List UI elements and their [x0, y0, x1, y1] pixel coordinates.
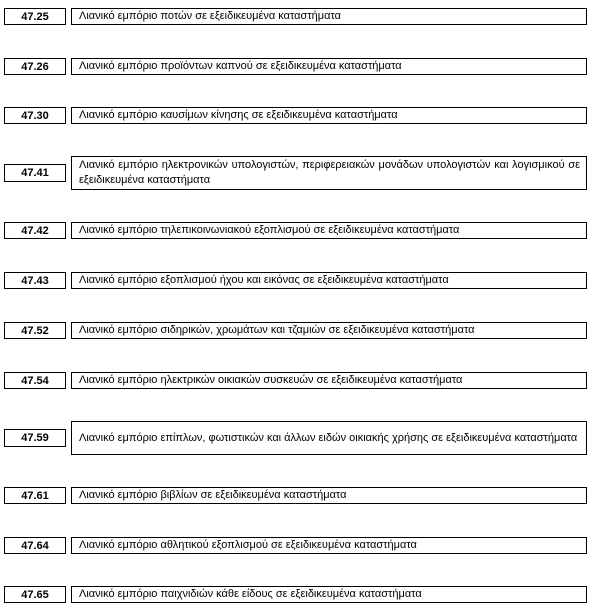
activity-description-text: Λιανικό εμπόριο σιδηρικών, χρωμάτων και τζαμιών σε εξειδικευμένα καταστήματα: [79, 324, 475, 336]
list-item: [4, 372, 587, 389]
activity-description-text: Λιανικό εμπόριο τηλεπικοινωνιακού εξοπλισμού σε εξειδικευμένα καταστήματα: [79, 224, 460, 236]
activity-code: 47.65: [4, 586, 66, 603]
activity-code: 47.41: [4, 164, 66, 182]
list-item: [4, 8, 587, 25]
activity-description: [71, 8, 587, 25]
activity-description: [71, 586, 587, 603]
list-item: [4, 537, 587, 554]
activity-code: 47.59: [4, 429, 66, 447]
activity-code: 47.43: [4, 272, 66, 289]
activity-description-text: Λιανικό εμπόριο ηλεκτρικών οικιακών συσκευών σε εξειδικευμένα καταστήματα: [79, 374, 463, 386]
activity-description: [71, 58, 587, 75]
activity-code: 47.26: [4, 58, 66, 75]
list-item: [4, 272, 587, 289]
activity-code: 47.42: [4, 222, 66, 239]
activity-description: [71, 222, 587, 239]
activity-description: [71, 156, 587, 190]
activity-code: 47.54: [4, 372, 66, 389]
activity-description-text: Λιανικό εμπόριο ηλεκτρονικών υπολογιστών, περιφερειακών μονάδων υπολογιστών και λογισμικού σε εξειδικευμένα καταστήματα: [79, 159, 580, 186]
activity-code: 47.64: [4, 537, 66, 554]
list-item: [4, 107, 587, 124]
activity-description-text: Λιανικό εμπόριο ποτών σε εξειδικευμένα καταστήματα: [79, 10, 342, 22]
activity-code: 47.25: [4, 8, 66, 25]
list-item: [4, 222, 587, 239]
list-item: [4, 487, 587, 504]
list-item: [4, 586, 587, 603]
list-item: [4, 322, 587, 339]
list-item: [4, 58, 587, 75]
activity-description-text: Λιανικό εμπόριο αθλητικού εξοπλισμού σε εξειδικευμένα καταστήματα: [79, 539, 417, 551]
activity-description-text: Λιανικό εμπόριο εξοπλισμού ήχου και εικόνας σε εξειδικευμένα καταστήματα: [79, 274, 449, 286]
activity-code: 47.30: [4, 107, 66, 124]
activity-description: [71, 372, 587, 389]
activity-description: [71, 421, 587, 455]
list-item: [4, 421, 587, 455]
activity-description-text: Λιανικό εμπόριο προϊόντων καπνού σε εξειδικευμένα καταστήματα: [79, 60, 402, 72]
activity-description-text: Λιανικό εμπόριο βιβλίων σε εξειδικευμένα καταστήματα: [79, 489, 347, 501]
activity-description-text: Λιανικό εμπόριο καυσίμων κίνησης σε εξειδικευμένα καταστήματα: [79, 109, 398, 121]
activity-code: 47.52: [4, 322, 66, 339]
activity-description: [71, 537, 587, 554]
activity-description-text: Λιανικό εμπόριο επίπλων, φωτιστικών και άλλων ειδών οικιακής χρήσης σε εξειδικευμένα καταστήματα: [79, 431, 578, 444]
activity-description: [71, 322, 587, 339]
activity-description: [71, 107, 587, 124]
activity-description: [71, 487, 587, 504]
activity-code: 47.61: [4, 487, 66, 504]
activity-description-text: Λιανικό εμπόριο παιχνιδιών κάθε είδους σε εξειδικευμένα καταστήματα: [79, 588, 422, 600]
activity-description: [71, 272, 587, 289]
list-item: [4, 156, 587, 190]
